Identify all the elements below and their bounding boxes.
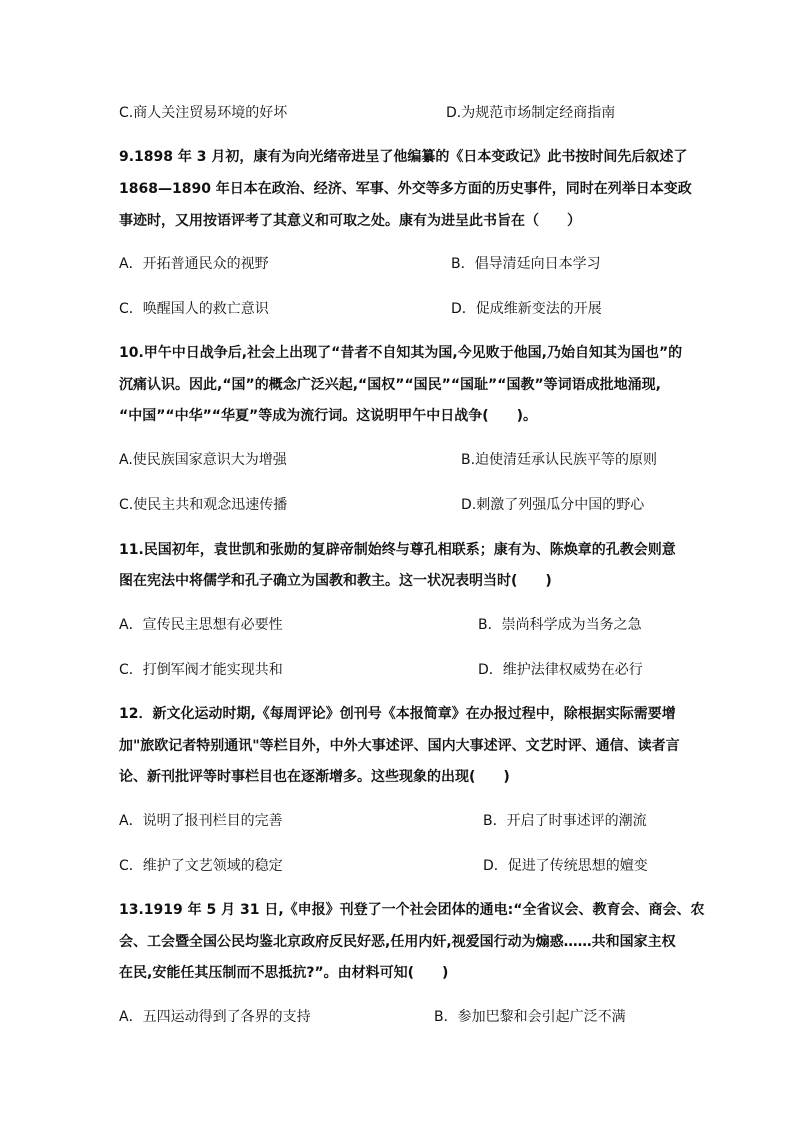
q13-option-b: B．参加巴黎和会引起广泛不满: [434, 1009, 626, 1025]
q10-option-d: D.刺激了列强瓜分中国的野心: [461, 497, 645, 513]
q12-stem-line-3: 论、新刊批评等时事栏目也在逐渐增多。这些现象的出现( ): [119, 769, 510, 785]
q13-option-a: A．五四运动得到了各界的支持: [119, 1009, 311, 1025]
q9-option-d: D．促成维新变法的开展: [451, 301, 602, 317]
q11-option-b: B．崇尚科学成为当务之急: [478, 617, 642, 633]
q9-option-b: B．倡导清廷向日本学习: [451, 256, 601, 272]
q12-option-b: B．开启了时事述评的潮流: [483, 813, 647, 829]
q9-option-c: C．唤醒国人的救亡意识: [119, 301, 269, 317]
q8-option-d: D.为规范市场制定经商指南: [446, 105, 616, 121]
q10-stem-line-3: “中国”“中华”“华夏”等成为流行词。这说明甲午中日战争( )。: [119, 408, 538, 424]
q11-stem-line-2: 图在宪法中将儒学和孔子确立为国教和教主。这一状况表明当时( ): [119, 573, 552, 589]
q11-option-a: A．宣传民主思想有必要性: [119, 617, 283, 633]
q13-stem-line-2: 会、工会暨全国公民均鉴北京政府反民好恶,任用内奸,视爱国行动为煽惑……共和国家主权: [119, 934, 676, 950]
q13-stem-line-3: 在民,安能任其压制而不思抵抗?”。由材料可知( ): [119, 965, 449, 981]
q8-option-c: C.商人关注贸易环境的好坏: [119, 105, 288, 121]
q10-option-a: A.使民族国家意识大为增强: [119, 452, 287, 468]
q12-option-c: C．维护了文艺领域的稳定: [119, 858, 283, 874]
q9-stem-line-3: 事迹时，又用按语评考了其意义和可取之处。康有为进呈此书旨在（ ）: [119, 213, 581, 229]
q12-option-d: D．促进了传统思想的嬗变: [483, 858, 648, 874]
q10-option-b: B.迫使清廷承认民族平等的原则: [461, 452, 658, 468]
q13-stem-line-1: 13.1919 年 5 月 31 日,《申报》刊登了一个社会团体的通电:“全省议会、教育会、商会、农: [119, 902, 705, 918]
q9-stem-line-2: 1868—1890 年日本在政治、经济、军事、外交等多方面的历史事件，同时在列举日本变政: [119, 181, 692, 197]
q11-option-d: D．维护法律权威势在必行: [478, 662, 643, 678]
q9-stem-line-1: 9.1898 年 3 月初，康有为向光绪帝进呈了他编纂的《日本变政记》此书按时间先后叙述了: [119, 149, 688, 165]
q10-stem-line-1: 10.甲午中日战争后,社会上出现了“昔者不自知其为国,今见败于他国,乃始自知其为国也”的: [119, 345, 683, 361]
q12-stem-line-1: 12．新文化运动时期,《每周评论》创刊号《本报简章》在办报过程中，除根据实际需要增: [119, 706, 676, 722]
q12-option-a: A．说明了报刊栏目的完善: [119, 813, 283, 829]
q10-option-c: C.使民主共和观念迅速传播: [119, 497, 288, 513]
q12-stem-line-2: 加"旅欧记者特别通讯"等栏目外，中外大事述评、国内大事述评、文艺时评、通信、读者言: [119, 738, 680, 754]
q9-option-a: A．开拓普通民众的视野: [119, 256, 269, 272]
q11-option-c: C．打倒军阀才能实现共和: [119, 662, 283, 678]
q11-stem-line-1: 11.民国初年，袁世凯和张勋的复辟帝制始终与尊孔相联系；康有为、陈焕章的孔教会则意: [119, 542, 676, 558]
q10-stem-line-2: 沉痛认识。因此,“国”的概念广泛兴起,“国权”“国民”“国耻”“国教”等词语成批地涌现,: [119, 377, 661, 393]
